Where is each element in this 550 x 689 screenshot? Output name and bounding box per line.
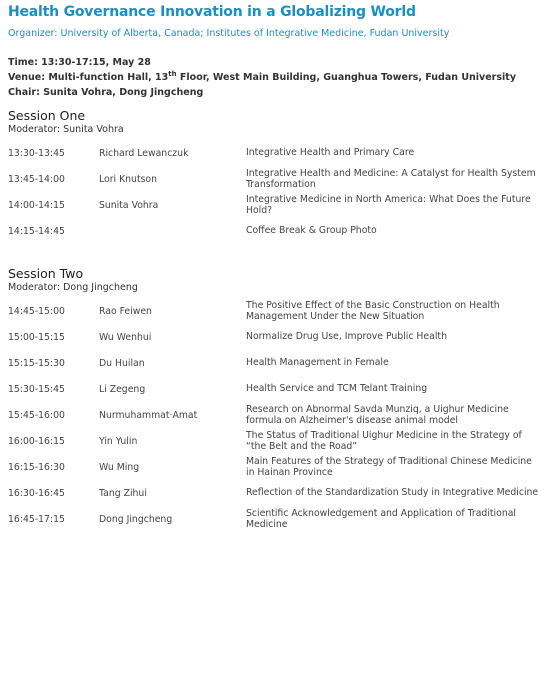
table-row [8,324,542,350]
speaker-cell: Tang Zihui [99,487,147,499]
speaker-cell: Richard Lewanczuk [99,147,189,159]
speaker-cell: Nurmuhammat·Amat [99,409,198,421]
table-row [8,298,542,324]
speaker-cell: Rao Feiwen [99,305,152,317]
speaker-cell: Wu Ming [99,461,140,473]
table-row [8,506,542,532]
chair-line: Chair: Sunita Vohra, Dong Jingcheng [8,87,204,98]
time-cell: 14:15-14:45 [8,225,65,237]
schedule-table [8,140,542,244]
time-cell: 16:45-17:15 [8,513,65,525]
table-row [8,192,542,218]
table-row [8,454,542,480]
topic-cell: The Status of Traditional Uighur Medicine in the Strategy of “the Belt and the Road” [246,429,522,452]
time-cell: 13:30-13:45 [8,147,65,159]
time-cell: 14:00-14:15 [8,199,65,211]
speaker-cell: Dong Jingcheng [99,513,173,525]
session-title: Session Two [8,266,84,281]
speaker-cell: Lori Knutson [99,173,158,185]
session-two [8,266,542,532]
topic-cell: Coffee Break & Group Photo [246,225,377,237]
schedule-table [8,298,542,532]
session-one [8,108,542,244]
session-moderator: Moderator: Sunita Vohra [8,124,124,135]
topic-cell: Normalize Drug Use, Improve Public Health [246,331,447,343]
session-moderator: Moderator: Dong Jingcheng [8,282,138,293]
table-row [8,140,542,166]
venue-prefix: Venue: Multi-function Hall, 13 [8,72,169,83]
speaker-cell: Du Huilan [99,357,145,369]
time-cell: 15:45-16:00 [8,409,65,421]
speaker-cell: Yin Yulin [99,435,138,447]
time-cell: 15:15-15:30 [8,357,65,369]
time-cell: 13:45-14:00 [8,173,65,185]
table-row [8,166,542,192]
event-meta [8,55,542,100]
session-title: Session One [8,108,86,123]
page-title: Health Governance Innovation in a Globalizing World [8,4,416,20]
table-row [8,480,542,506]
topic-cell: Health Management in Female [246,357,389,369]
topic-cell: Main Features of the Strategy of Traditional Chinese Medicine in Hainan Province [246,455,532,478]
table-row [8,428,542,454]
topic-cell: Scientific Acknowledgement and Application of Traditional Medicine [246,507,516,530]
table-row [8,350,542,376]
time-cell: 15:30-15:45 [8,383,65,395]
venue-line [8,70,542,85]
table-row [8,376,542,402]
time-cell: 16:00-16:15 [8,435,65,447]
speaker-cell: Sunita Vohra [99,199,159,211]
topic-cell: The Positive Effect of the Basic Construction on Health Management Under the New Situation [246,299,500,322]
time-cell: 15:00-15:15 [8,331,65,343]
venue-superscript: th [168,69,177,78]
speaker-cell: Li Zegeng [99,383,146,395]
topic-cell: Integrative Health and Medicine: A Catalyst for Health System Transformation [246,167,536,190]
table-row [8,218,542,244]
topic-cell: Reflection of the Standardization Study in Integrative Medicine [246,487,539,499]
table-row [8,402,542,428]
time-cell: 16:30-16:45 [8,487,65,499]
topic-cell: Integrative Medicine in North America: What Does the Future Hold? [246,193,531,216]
time-cell: 14:45-15:00 [8,305,65,317]
venue-suffix: Floor, West Main Building, Guanghua Towers, Fudan University [176,72,517,83]
organizer-line: Organizer: University of Alberta, Canada; Institutes of Integrative Medicine, Fudan University [8,28,450,39]
time-cell: 16:15-16:30 [8,461,65,473]
topic-cell: Integrative Health and Primary Care [246,147,415,159]
speaker-cell: Wu Wenhui [99,331,152,343]
topic-cell: Research on Abnormal Savda Munziq, a Uighur Medicine formula on Alzheimer's disease animal model [246,403,509,426]
time-line: Time: 13:30-17:15, May 28 [8,57,151,68]
topic-cell: Health Service and TCM Telant Training [246,383,428,395]
